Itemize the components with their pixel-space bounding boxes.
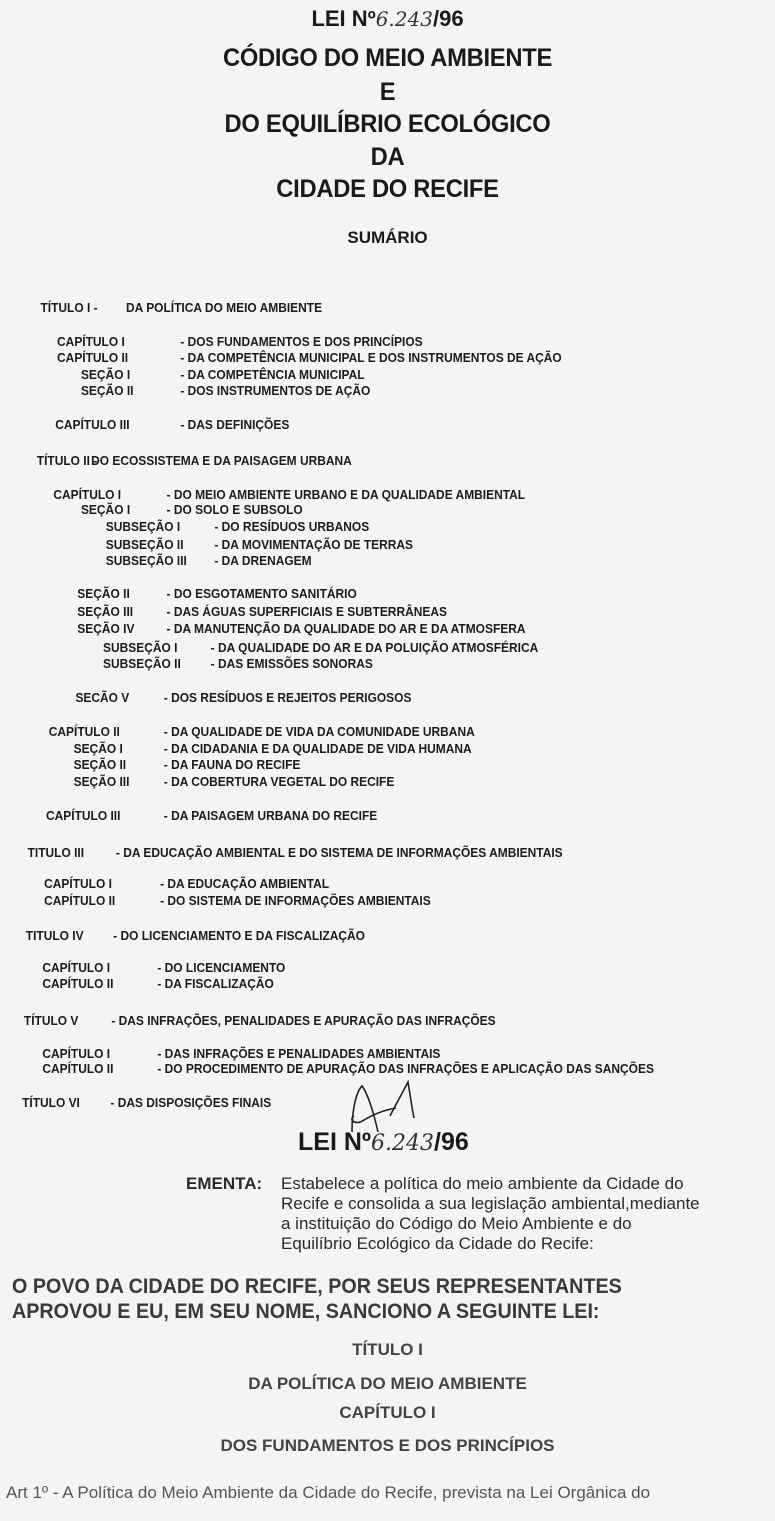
toc-entry-text: - DA CIDADANIA E DA QUALIDADE DE VIDA HUMANA xyxy=(163,741,472,756)
toc-entry-label: SEÇÃO I xyxy=(80,502,131,517)
title-line: E xyxy=(379,78,396,106)
toc-entry-text: DA POLÍTICA DO MEIO AMBIENTE xyxy=(126,300,323,315)
toc-entry-text: - DO PROCEDIMENTO DE APURAÇÃO DAS INFRAÇÕES E APLICAÇÃO DAS SANÇÕES xyxy=(157,1061,654,1076)
toc-entry-label: CAPÍTULO I xyxy=(57,334,125,349)
toc-entry-text: - DA FISCALIZAÇÃO xyxy=(157,976,274,991)
toc-entry-label: TITULO IV xyxy=(25,928,84,943)
toc-entry-label: SEÇÃO I xyxy=(73,741,123,756)
law-number-handwritten: 6.243 xyxy=(375,7,433,31)
toc-entry-text: - DO SISTEMA DE INFORMAÇÕES AMBIENTAIS xyxy=(160,893,431,908)
toc-entry-text: - DOS RESÍDUOS E REJEITOS PERIGOSOS xyxy=(163,690,412,705)
article-1: Art 1º - A Política do Meio Ambiente da Cidade do Recife, prevista na Lei Orgânica do xyxy=(6,1483,651,1502)
toc-entry-label: TÍTULO II - xyxy=(36,453,98,468)
toc-entry-label: CAPÍTULO II xyxy=(42,976,114,991)
toc-entry-label: SUBSEÇÃO II xyxy=(105,537,184,552)
toc-entry-text: - DO ESGOTAMENTO SANITÁRIO xyxy=(166,586,357,601)
toc-entry-text: - DA COMPETÊNCIA MUNICIPAL E DOS INSTRUMENTOS DE AÇÃO xyxy=(180,350,562,365)
toc-entry-text: - DA QUALIDADE DO AR E DA POLUIÇÃO ATMOSFÉRICA xyxy=(210,640,539,655)
toc-entry-label: SEÇÃO II xyxy=(80,383,134,398)
toc-entry-label: SEÇÃO III xyxy=(73,774,130,789)
toc-entry-text: - DAS DEFINIÇÕES xyxy=(180,417,290,432)
law-number-handwritten: 6.243 xyxy=(371,1131,435,1156)
toc-entry-label: CAPÍTULO I xyxy=(53,487,122,502)
toc-entry-label: TITULO III xyxy=(27,845,85,860)
law-number-suffix: /96 xyxy=(434,1128,469,1156)
toc-entry-label: SEÇÃO I xyxy=(80,367,131,382)
law-number-suffix: /96 xyxy=(432,6,464,31)
toc-entry-text: DO ECOSSISTEMA E DA PAISAGEM URBANA xyxy=(91,453,352,468)
toc-entry-label: CAPÍTULO III xyxy=(46,808,121,823)
title-line: CÓDIGO DO MEIO AMBIENTE xyxy=(222,44,553,72)
toc-entry-label: SUBSEÇÃO I xyxy=(103,640,178,655)
toc-entry-text: - DOS INSTRUMENTOS DE AÇÃO xyxy=(180,383,371,398)
toc-entry-label: CAPÍTULO III xyxy=(55,417,130,432)
body-heading-titulo: TÍTULO I xyxy=(352,1340,423,1359)
toc-entry-text: - DA DRENAGEM xyxy=(214,553,312,568)
toc-entry-text: - DA EDUCAÇÃO AMBIENTAL E DO SISTEMA DE INFORMAÇÕES AMBIENTAIS xyxy=(115,845,563,860)
toc-entry-text: - DO LICENCIAMENTO E DA FISCALIZAÇÃO xyxy=(113,928,365,943)
toc-entry-label: SECÃO V xyxy=(75,690,130,705)
toc-entry-text: - DA COBERTURA VEGETAL DO RECIFE xyxy=(163,774,395,789)
toc-entry-label: CAPÍTULO I xyxy=(42,960,111,975)
toc-entry-label: CAPÍTULO II xyxy=(57,350,129,365)
toc-entry-text: - DAS INFRAÇÕES, PENALIDADES E APURAÇÃO DAS INFRAÇÕES xyxy=(111,1013,496,1028)
toc-entry-text: - DO MEIO AMBIENTE URBANO E DA QUALIDADE AMBIENTAL xyxy=(166,487,526,502)
ementa-line: Equilíbrio Ecológico da Cidade do Recife: xyxy=(281,1234,594,1253)
toc-entry-text: - DOS FUNDAMENTOS E DOS PRINCÍPIOS xyxy=(180,334,423,349)
toc-entry-label: TÍTULO I - xyxy=(40,300,98,315)
ementa-line: a instituição do Código do Meio Ambiente e do xyxy=(281,1214,632,1233)
toc-entry-text: - DA EDUCAÇÃO AMBIENTAL xyxy=(160,876,330,891)
toc-entry-label: SUBSEÇÃO II xyxy=(103,656,181,671)
toc-entry-label: CAPÍTULO II xyxy=(44,893,116,908)
toc-entry-label: TÍTULO V xyxy=(23,1013,79,1028)
body-heading-capitulo-name: DOS FUNDAMENTOS E DOS PRINCÍPIOS xyxy=(220,1436,555,1455)
toc-entry-text: - DA COMPETÊNCIA MUNICIPAL xyxy=(180,367,365,382)
summary-heading: SUMÁRIO xyxy=(347,228,428,247)
toc-entry-text: - DAS INFRAÇÕES E PENALIDADES AMBIENTAIS xyxy=(157,1046,441,1061)
toc-entry-label: SUBSEÇÃO I xyxy=(105,519,181,534)
title-line: CIDADE DO RECIFE xyxy=(276,175,499,203)
ementa-line: Estabelece a política do meio ambiente da Cidade do xyxy=(281,1174,684,1193)
toc-entry-label: CAPÍTULO II xyxy=(42,1061,114,1076)
law-number-second xyxy=(298,1128,469,1157)
toc-entry-label: CAPÍTULO II xyxy=(48,724,120,739)
toc-entry-text: - DAS EMISSÕES SONORAS xyxy=(210,656,373,671)
body-heading-capitulo: CAPÍTULO I xyxy=(339,1403,436,1422)
law-number-prefix: LEI Nº xyxy=(298,1128,372,1156)
toc-entry-label: SEÇÃO II xyxy=(77,586,130,601)
toc-entry-label: TÍTULO VI xyxy=(22,1095,80,1110)
toc-entry-text: - DA QUALIDADE DE VIDA DA COMUNIDADE URBANA xyxy=(163,724,475,739)
toc-entry-text: - DO SOLO E SUBSOLO xyxy=(166,502,303,517)
toc-entry-label: CAPÍTULO I xyxy=(42,1046,111,1061)
toc-entry-label: SEÇÃO IV xyxy=(77,621,135,636)
toc-entry-text: - DA MANUTENÇÃO DA QUALIDADE DO AR E DA ATMOSFERA xyxy=(166,621,526,636)
toc-entry-label: SEÇÃO III xyxy=(77,604,134,619)
title-line: DA xyxy=(370,143,405,171)
law-number-prefix: LEI Nº xyxy=(311,6,376,31)
body-heading-titulo-name: DA POLÍTICA DO MEIO AMBIENTE xyxy=(248,1374,527,1393)
ementa-label: EMENTA: xyxy=(186,1174,263,1193)
title-line: DO EQUILÍBRIO ECOLÓGICO xyxy=(224,110,551,138)
toc-entry-label: CAPÍTULO I xyxy=(44,876,112,891)
toc-entry-label: SUBSEÇÃO III xyxy=(105,553,187,568)
law-number xyxy=(0,6,775,32)
toc-entry-text: - DAS DISPOSIÇÕES FINAIS xyxy=(110,1095,272,1110)
toc-entry-text: - DA PAISAGEM URBANA DO RECIFE xyxy=(163,808,378,823)
preamble-line: APROVOU E EU, EM SEU NOME, SANCIONO A SEGUINTE LEI: xyxy=(12,1300,600,1323)
toc-entry-text: - DA FAUNA DO RECIFE xyxy=(163,757,301,772)
ementa-line: Recife e consolida a sua legislação ambiental,mediante xyxy=(281,1194,700,1213)
toc-entry-text: - DO LICENCIAMENTO xyxy=(157,960,286,975)
toc-entry-text: - DO RESÍDUOS URBANOS xyxy=(214,519,370,534)
toc-entry-text: - DAS ÁGUAS SUPERFICIAIS E SUBTERRÂNEAS xyxy=(166,604,447,619)
toc-entry-text: - DA MOVIMENTAÇÃO DE TERRAS xyxy=(214,537,414,552)
preamble-line: O POVO DA CIDADE DO RECIFE, POR SEUS REPRESENTANTES xyxy=(12,1275,622,1298)
toc-entry-label: SEÇÃO II xyxy=(73,757,127,772)
